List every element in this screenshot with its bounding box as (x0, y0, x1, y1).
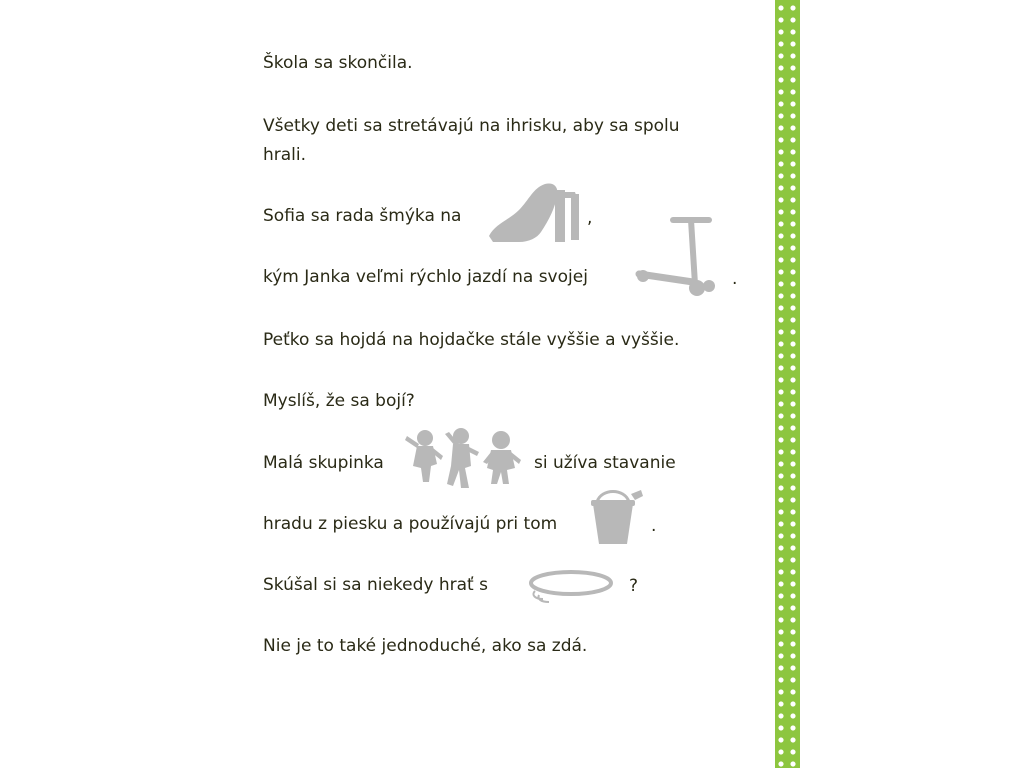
hula-hoop-icon (525, 565, 615, 605)
sentence-children-meet-cont: hrali. (263, 145, 307, 165)
sentence-sofia-comma: , (587, 208, 593, 228)
slide-icon (485, 180, 583, 244)
sentence-petko: Peťko sa hojdá na hojdačke stále vyššie a vyššie. (263, 330, 680, 350)
children-group-icon (403, 426, 527, 492)
sentence-janka: kým Janka veľmi rýchlo jazdí na svojej (263, 267, 588, 287)
sentence-afraid: Myslíš, že sa bojí? (263, 391, 415, 411)
sentence-children-meet: Všetky deti sa stretávajú na ihrisku, aby sa spolu (263, 116, 680, 136)
sentence-sandcastle-period: . (651, 516, 657, 536)
story-text (263, 0, 763, 768)
scooter-icon (633, 214, 721, 298)
sentence-sandcastle: hradu z piesku a používajú pri tom (263, 514, 558, 534)
sentence-group-cont: si užíva stavanie (534, 453, 676, 473)
bucket-icon (587, 488, 645, 548)
sentence-sofia: Sofia sa rada šmýka na (263, 206, 462, 226)
sentence-hoop: Skúšal si sa niekedy hrať s (263, 575, 488, 595)
sentence-janka-period: . (732, 269, 738, 289)
sentence-school-over: Škola sa skončila. (263, 53, 413, 73)
sentence-hoop-question: ? (629, 576, 639, 596)
sentence-not-easy: Nie je to také jednoduché, ako sa zdá. (263, 636, 588, 656)
polka-dot-border (775, 0, 800, 768)
sentence-group: Malá skupinka (263, 453, 384, 473)
